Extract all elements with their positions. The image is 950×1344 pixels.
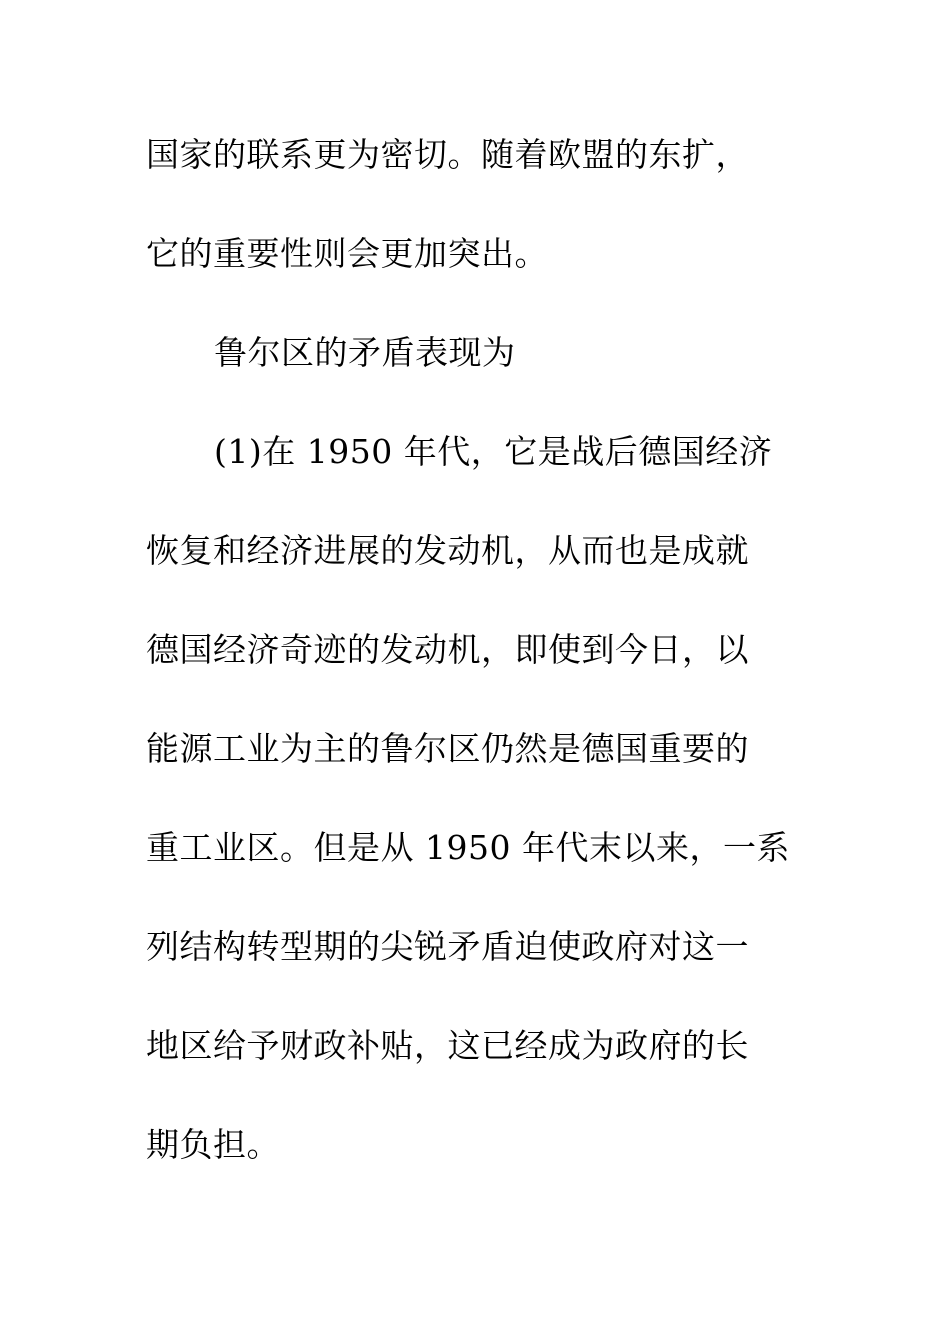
paragraph-heading: 鲁尔区的矛盾表现为 [214,333,516,372]
text-line: 它的重要性则会更加突出。 [146,234,548,273]
text-line: 国家的联系更为密切。随着欧盟的东扩， [146,135,749,174]
text-line: 德国经济奇迹的发动机，即使到今日，以 [146,630,749,669]
text-line: 列结构转型期的尖锐矛盾迫使政府对这一 [146,927,749,966]
text-line: 重工业区。但是从 1950 年代末以来，一系 [146,828,790,867]
text-line: 能源工业为主的鲁尔区仍然是德国重要的 [146,729,749,768]
text-line: (1)在 1950 年代，它是战后德国经济 [214,432,773,471]
text-line: 恢复和经济进展的发动机，从而也是成就 [146,531,749,570]
text-line: 地区给予财政补贴，这已经成为政府的长 [146,1026,749,1065]
text-line: 期负担。 [146,1125,280,1164]
